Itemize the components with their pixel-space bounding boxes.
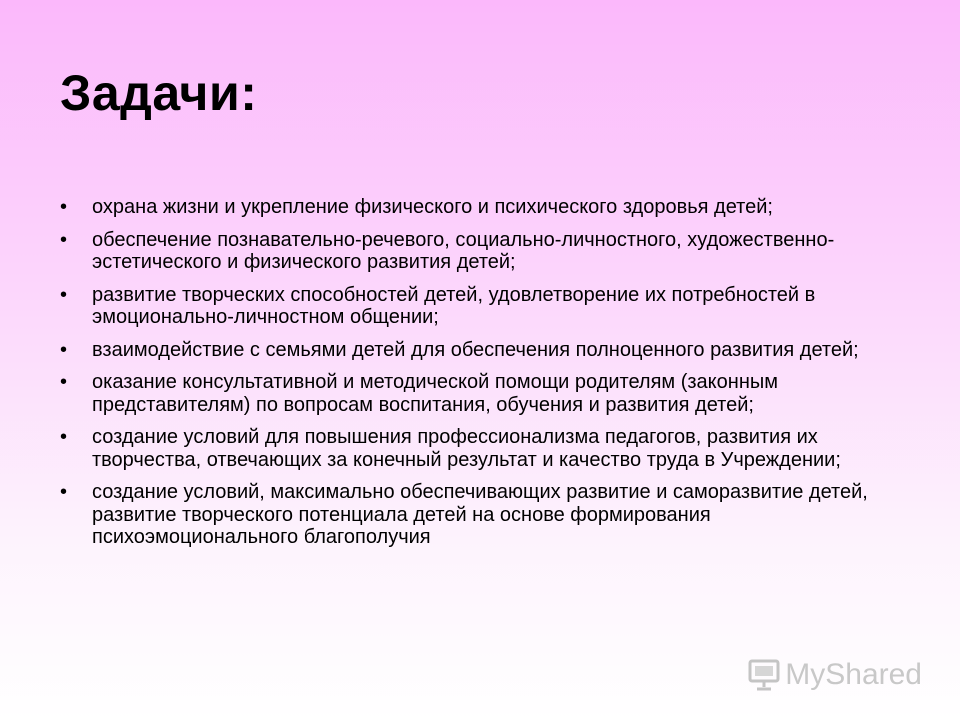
myshared-logo-icon — [747, 658, 781, 692]
bullet-dot: • — [60, 481, 68, 503]
list-item-text: развитие творческих способностей детей, удовлетворение их потребностей в эмоционально-личностном общении; — [92, 283, 816, 328]
bullet-dot: • — [60, 196, 68, 218]
bullet-dot: • — [60, 283, 68, 306]
list-item — [60, 426, 920, 471]
list-item — [60, 284, 920, 329]
list-item — [60, 481, 920, 549]
list-item — [60, 229, 920, 274]
task-list — [60, 196, 920, 559]
list-item-text: охрана жизни и укрепление физического и психического здоровья детей; — [92, 196, 773, 218]
bullet-dot: • — [60, 338, 68, 361]
myshared-watermark — [747, 658, 922, 692]
bullet-dot: • — [60, 426, 68, 448]
list-item — [60, 196, 920, 219]
list-item — [60, 339, 920, 362]
list-item-text: создание условий для повышения профессионализма педагогов, развития их творчества, отвечающих за конечный результат и качество труда в Учреждении; — [92, 426, 841, 471]
list-item-text: обеспечение познавательно-речевого, социально-личностного, художественно-эстетического и физического развития детей; — [92, 228, 835, 273]
watermark-text: MyShared — [785, 658, 922, 691]
bullet-dot: • — [60, 371, 68, 393]
list-item-text: оказание консультативной и методической помощи родителям (законным представителям) по вопросам воспитания, обучения и развития детей; — [92, 371, 778, 416]
slide-title: Задачи: — [60, 65, 258, 121]
list-item-text: создание условий, максимально обеспечивающих развитие и саморазвитие детей, развитие творческого потенциала детей на основе формирования психоэмоционального благополучия — [92, 481, 868, 548]
bullet-dot: • — [60, 228, 68, 251]
list-item-text: взаимодействие с семьями детей для обеспечения полноценного развития детей; — [92, 338, 859, 361]
list-item — [60, 371, 920, 416]
